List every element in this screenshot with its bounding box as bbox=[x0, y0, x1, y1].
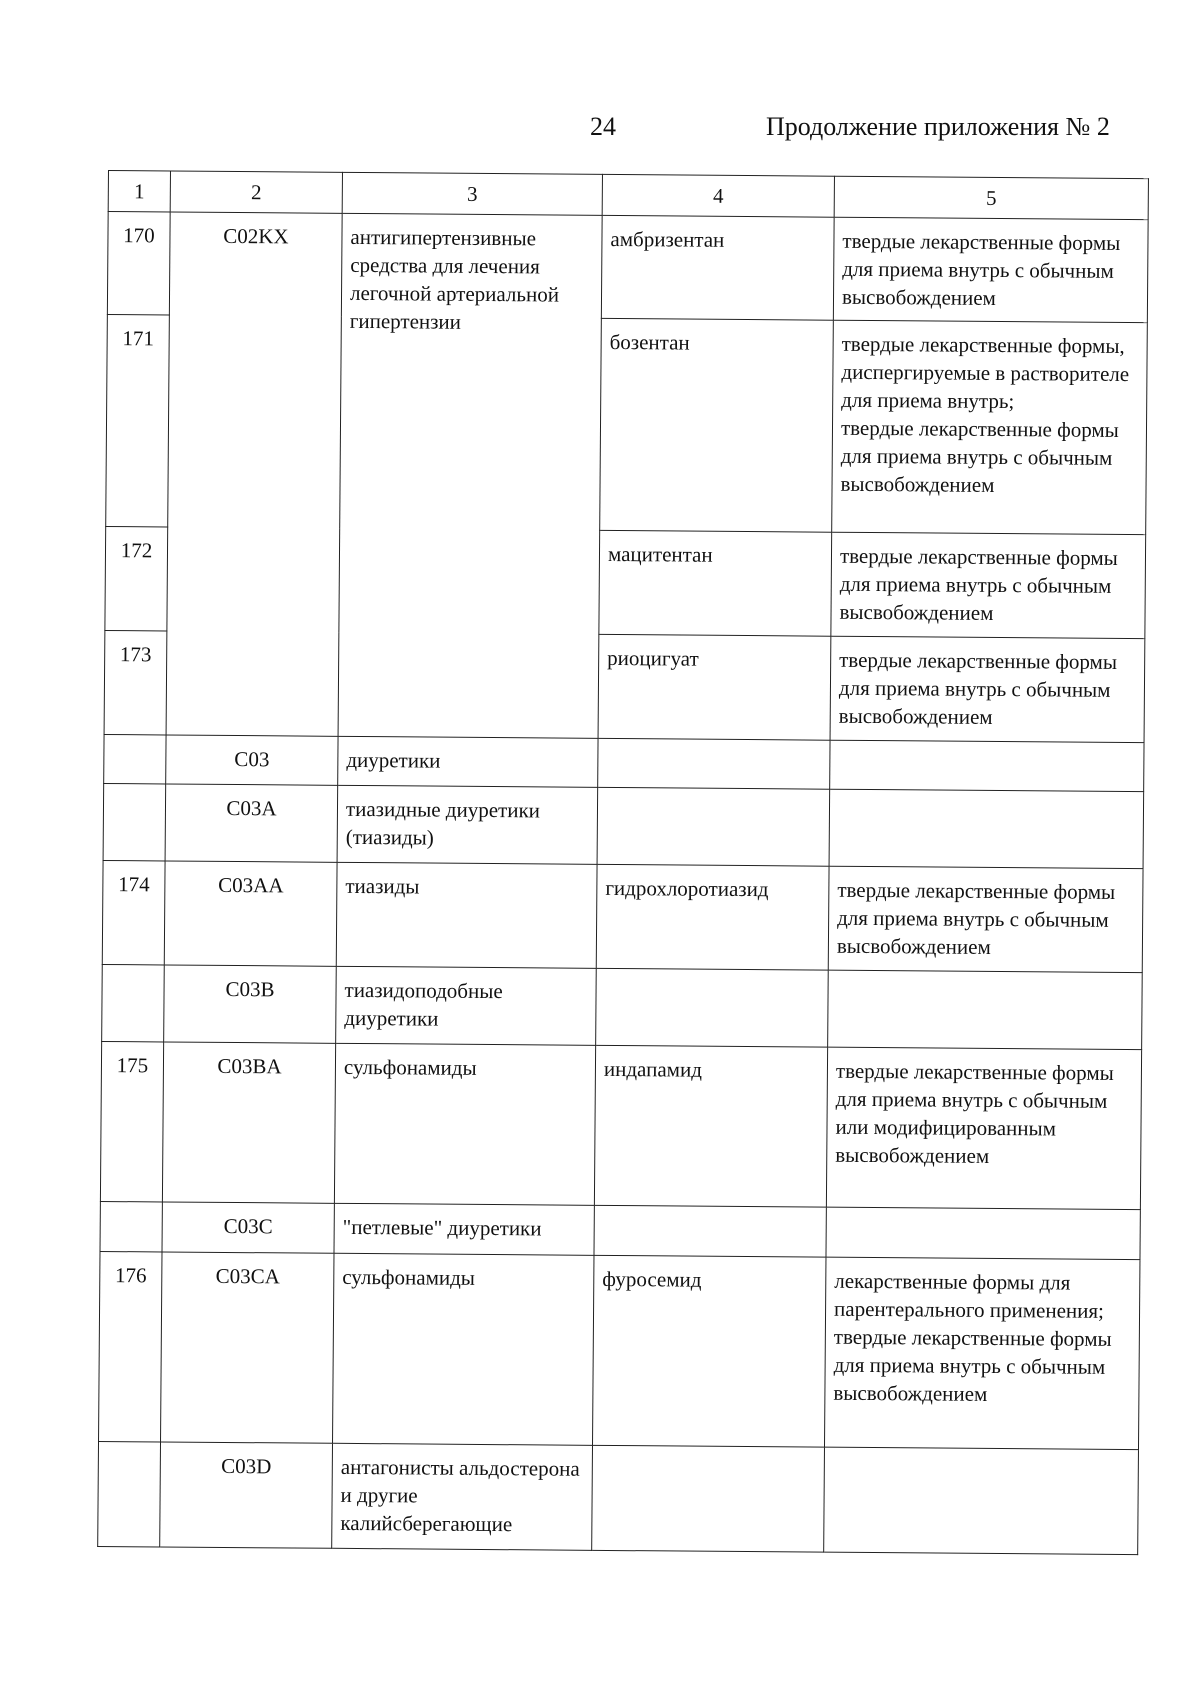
atc-code: C03CA bbox=[161, 1252, 334, 1443]
row-number bbox=[103, 783, 166, 860]
appendix-continuation-title: Продолжение приложения № 2 bbox=[766, 112, 1110, 141]
row-number: 174 bbox=[102, 860, 165, 964]
drug-name bbox=[598, 738, 830, 789]
drug-name: амбризентан bbox=[601, 215, 834, 320]
column-header: 4 bbox=[602, 174, 834, 217]
dosage-form: твердые лекарственные формы для приема внутрь с обычным высвобождением bbox=[833, 217, 1148, 322]
row-number: 176 bbox=[99, 1251, 162, 1441]
drug-name bbox=[596, 968, 829, 1047]
dosage-form bbox=[824, 1447, 1139, 1554]
drug-name bbox=[597, 787, 830, 866]
dosage-form: твердые лекарственные формы, диспергируемые в растворителе для приема внутрь; твердые лекарственные формы для приема внутрь с обычным высвобождением bbox=[832, 320, 1148, 534]
table-row bbox=[98, 1441, 1139, 1554]
anatomical-therapeutic-group: антагонисты альдостерона и другие калийсберегающие bbox=[332, 1443, 593, 1550]
drug-name: гидрохлоротиазид bbox=[596, 864, 829, 970]
row-number: 173 bbox=[104, 630, 167, 734]
table-row bbox=[102, 964, 1143, 1049]
row-number bbox=[98, 1441, 161, 1546]
row-number: 171 bbox=[106, 314, 170, 526]
column-header: 1 bbox=[108, 171, 170, 212]
dosage-form bbox=[828, 970, 1143, 1049]
anatomical-therapeutic-group: "петлевые" диуретики bbox=[334, 1203, 594, 1255]
table-row bbox=[102, 860, 1143, 972]
table-row bbox=[99, 1251, 1140, 1449]
drug-name: мацитентан bbox=[599, 530, 832, 636]
drug-name bbox=[592, 1445, 825, 1552]
atc-code: C03 bbox=[166, 735, 338, 785]
drug-name: индапамид bbox=[594, 1045, 827, 1207]
anatomical-therapeutic-group: сульфонамиды bbox=[334, 1043, 595, 1205]
column-header: 2 bbox=[170, 171, 342, 213]
anatomical-therapeutic-group: антигипертензивные средства для лечения легочной артериальной гипертензии bbox=[338, 213, 602, 738]
atc-code: C03B bbox=[164, 965, 337, 1043]
atc-code: C03A bbox=[165, 784, 338, 862]
anatomical-therapeutic-group: диуретики bbox=[338, 736, 598, 787]
atc-code: C03BA bbox=[162, 1042, 335, 1203]
drug-name: бозентан bbox=[600, 318, 834, 532]
atc-code: C03D bbox=[160, 1442, 333, 1548]
anatomical-therapeutic-group: тиазидные диуретики (тиазиды) bbox=[337, 785, 598, 864]
row-number: 170 bbox=[107, 212, 170, 315]
drug-list-table bbox=[97, 170, 1149, 1555]
dosage-form: лекарственные формы для парентерального применения; твердые лекарственные формы для приема внутрь с обычным высвобождением bbox=[824, 1257, 1139, 1449]
page-number: 24 bbox=[590, 112, 616, 141]
dosage-form: твердые лекарственные формы для приема внутрь с обычным высвобождением bbox=[831, 532, 1146, 638]
anatomical-therapeutic-group: тиазидоподобные диуретики bbox=[336, 966, 597, 1045]
dosage-form bbox=[826, 1207, 1140, 1259]
dosage-form bbox=[829, 789, 1144, 868]
table-row bbox=[107, 212, 1148, 323]
row-number: 175 bbox=[100, 1041, 163, 1201]
drug-name: риоцигуат bbox=[598, 634, 831, 740]
row-number: 172 bbox=[105, 526, 168, 630]
column-header: 5 bbox=[834, 176, 1148, 219]
table-row bbox=[100, 1041, 1141, 1209]
table-row bbox=[100, 1201, 1140, 1259]
table-row bbox=[103, 783, 1144, 868]
dosage-form: твердые лекарственные формы для приема внутрь с обычным или модифицированным высвобождением bbox=[826, 1047, 1141, 1209]
atc-code: C03AA bbox=[164, 861, 337, 966]
dosage-form bbox=[830, 740, 1144, 791]
anatomical-therapeutic-group: тиазиды bbox=[336, 862, 597, 968]
column-header: 3 bbox=[342, 172, 602, 215]
drug-name bbox=[594, 1205, 826, 1257]
atc-code: C03C bbox=[162, 1202, 334, 1253]
row-number bbox=[100, 1201, 162, 1251]
drug-name: фуросемид bbox=[592, 1255, 825, 1447]
table-row bbox=[104, 734, 1144, 791]
dosage-form: твердые лекарственные формы для приема внутрь с обычным высвобождением bbox=[828, 866, 1143, 972]
dosage-form: твердые лекарственные формы для приема внутрь с обычным высвобождением bbox=[830, 636, 1145, 742]
row-number bbox=[102, 964, 165, 1041]
anatomical-therapeutic-group: сульфонамиды bbox=[333, 1253, 594, 1445]
row-number bbox=[104, 734, 166, 783]
atc-code: C02KX bbox=[166, 212, 342, 736]
